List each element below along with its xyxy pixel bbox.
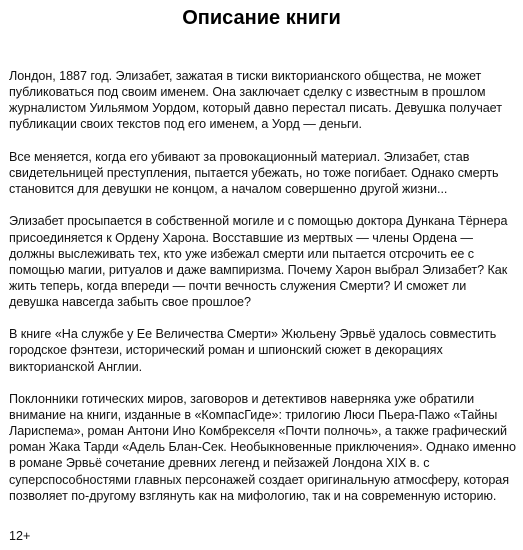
description-paragraph: Элизабет просыпается в собственной могиле и с помощью доктора Дункана Тёрнера присоединяется к Ордену Харона. Восставшие из мертвых — члены Ордена — должны выслеживать тех, кто уже избежал смерти или пытается отсрочить ее с помощью магии, ритуалов и даже вампиризма. Почему Харон выбрал Элизабет? Как жить теперь, когда впереди — почти вечность служения Смерти? И сможет ли девушка навсегда забыть свое прошлое? [9, 214, 508, 309]
age-rating: 12+ [9, 529, 31, 543]
description-paragraph: Все меняется, когда его убивают за провокационный материал. Элизабет, став свидетельницей преступления, пытается убежать, но тоже погибает. Однако смерть становится для девушки не концом, а началом совершенно другой жизни... [9, 149, 499, 196]
page-title: Описание книги [182, 7, 341, 29]
description-body [9, 68, 517, 520]
description-paragraph: Поклонники готических миров, заговоров и детективов наверняка уже обратили внимание на книги, изданные в «КомпасГиде»: трилогию Люси Пьера-Пажо «Тайны Лариспема», роман Антони Ино Комбрекселя «Почти полночь», а также графический роман Жака Тарди «Адель Блан-Сек. Необыкновенные приключения». Однако именно в романе Эрвьё сочетание древних легенд и пейзажей Лондона XIX в. с суперспособностями главных персонажей создает оригинальную атмосферу, которая позволяет по-другому взглянуть как на мифологию, так и на современную историю. [9, 392, 516, 503]
description-paragraph: Лондон, 1887 год. Элизабет, зажатая в тиски викторианского общества, не может публиковаться под своим именем. Она заключает сделку с известным в прошлом журналистом Уильямом Уордом, который давно перестал писать. Девушка получает публикации своих текстов под его именем, а Уорд — деньги. [9, 69, 502, 132]
description-paragraph: В книге «На службе у Ее Величества Смерти» Жюльену Эрвьё удалось совместить городское фэнтези, исторический роман и шпионский сюжет в декорациях викторианской Англии. [9, 327, 497, 374]
